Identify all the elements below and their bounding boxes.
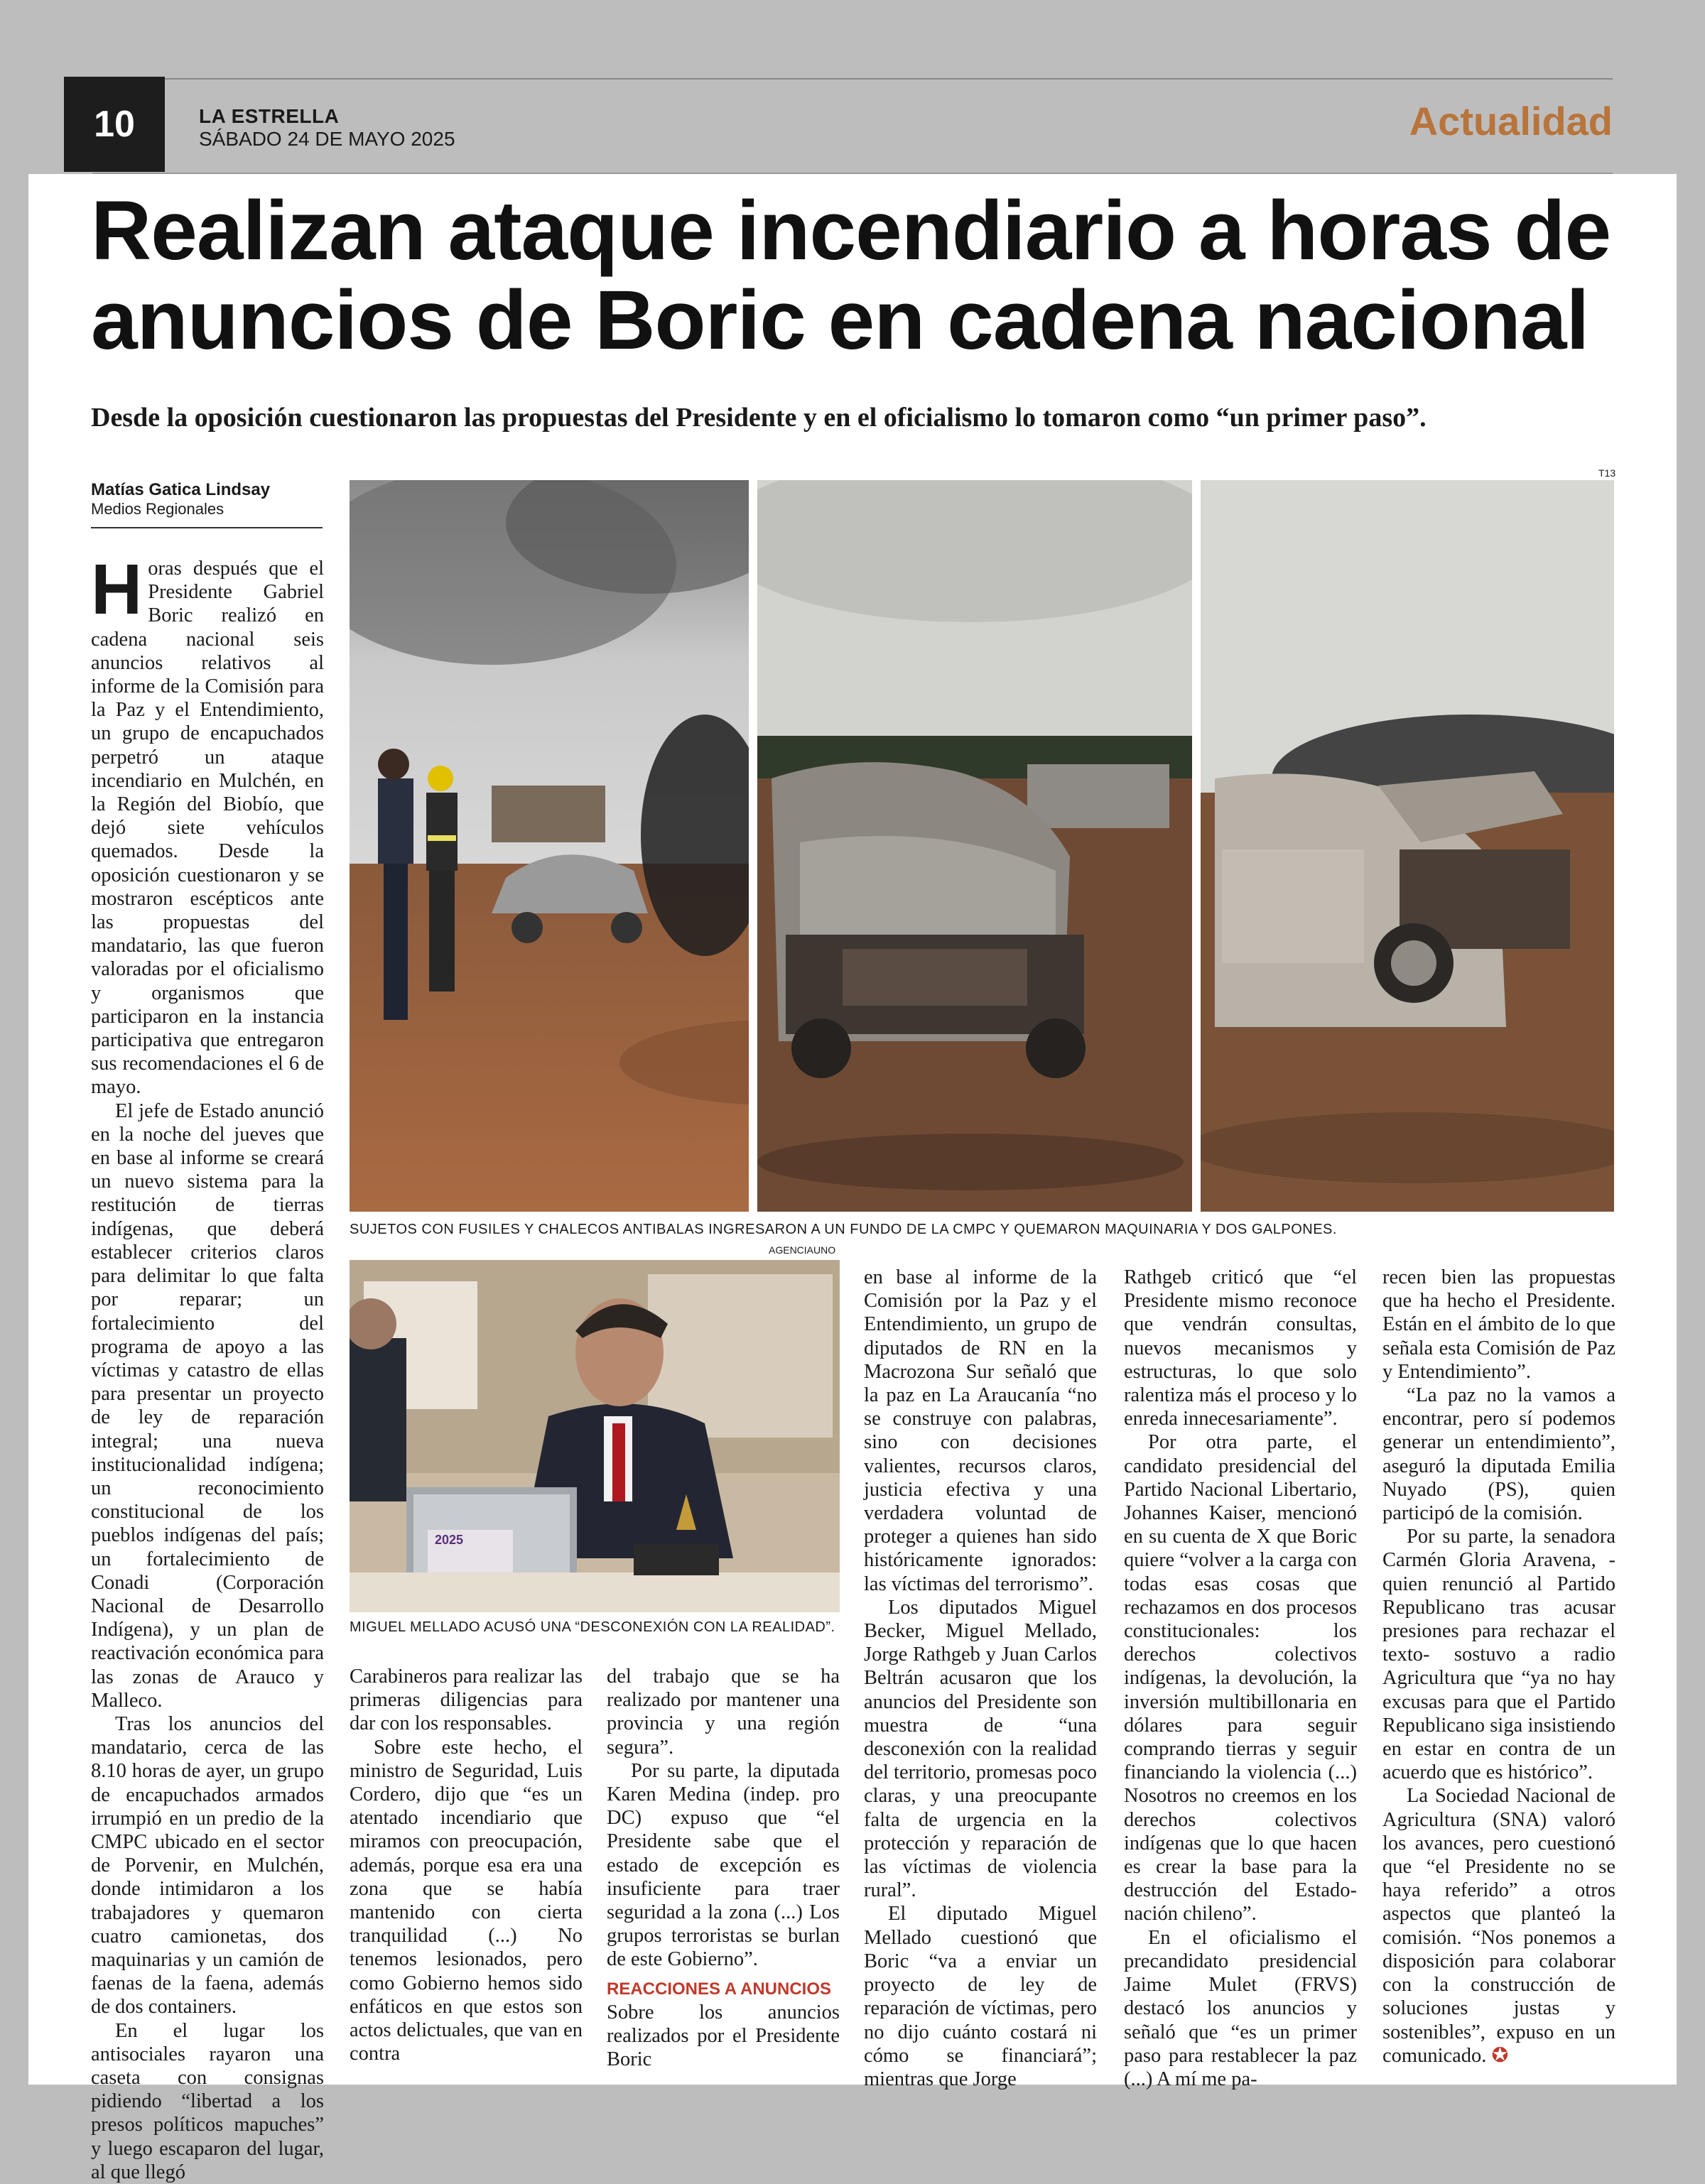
photo-caption-2: MIGUEL MELLADO ACUSÓ UNA “DESCONEXIÓN CON LA REALIDAD”. xyxy=(350,1619,835,1635)
paragraph: El diputado Miguel Mellado cuestionó que Boric “va a enviar un proyecto de ley de reparación de víctimas, pero no dijo cuánto costará ni cómo se financiará”; mientras que Jorge xyxy=(864,1903,1097,2090)
paragraph: En el oficialismo el precandidato presidencial Jaime Mulet (FRVS) destacó los anuncios y señaló que “es un primer paso para restablecer la paz (...) A mí me pa- xyxy=(1124,1926,1357,2090)
paper-date: SÁBADO 24 DE MAYO 2025 xyxy=(199,128,455,150)
subheadline: Desde la oposición cuestionaron las propuestas del Presidente y en el oficialismo lo tomaron como “un primer paso”. xyxy=(91,403,1427,433)
calendar-label: 2025 xyxy=(435,1533,464,1547)
paragraph: Sobre este hecho, el ministro de Seguridad, Luis Cordero, dijo que “es un atentado incendiario que miramos con preocupación, además, porque esa era una zona que se había mantenido con cierta tranquilidad (...) No tenemos lesionados, pero como Gobierno hemos sido enfáticos en que estos son actos delictuales, que van en contra xyxy=(350,1736,583,2065)
paragraph: en base al informe de la Comisión por la Paz y el Entendimiento, un grupo de diputados de RN en la Macrozona Sur señaló que la paz en La Araucanía “no se construye con palabras, sino con decisiones valientes, recursos claros, justicia efectiva y una verdadera voluntad de proteger a quienes han sido históricamente ignorados: las víctimas del terrorismo”. xyxy=(864,1266,1097,1595)
paragraph: En el lugar los antisociales rayaron una caseta con consignas pidiendo “libertad a los presos políticos mapuches” y luego escaparon del lugar, al que llegó xyxy=(91,2019,324,2183)
photo-credit-2: AGENCIAUNO xyxy=(769,1244,836,1256)
photo-caption-top: SUJETOS CON FUSILES Y CHALECOS ANTIBALAS INGRESARON A UN FUNDO DE LA CMPC Y QUEMARON MAQUINARIA Y DOS GALPONES. xyxy=(350,1222,1337,1237)
masthead-rule xyxy=(92,173,1613,174)
article-column-2 xyxy=(350,1665,583,2065)
top-rule xyxy=(165,78,1613,80)
dropcap: H xyxy=(91,550,143,629)
paragraph: Los diputados Miguel Becker, Miguel Mellado, Jorge Rathgeb y Juan Carlos Beltrán acusaron que los anuncios del Presidente son muestra de “una desconexión con la realidad del territorio, promesas poco claras, y una preocupante falta de urgencia en la protección y reparación de las víctimas de violencia rural”. xyxy=(864,1596,1097,1902)
paragraph: Sobre los anuncios realizados por el Presidente Boric xyxy=(607,2001,840,2071)
meeting-photo xyxy=(350,1260,840,1612)
paragraph: Rathgeb criticó que “el Presidente mismo reconoce que vendrán consultas, nuevos mecanismos y estructuras, lo que solo ralentiza más el proceso y lo enreda innecesariamente”. xyxy=(1124,1266,1357,1430)
paragraph: del trabajo que se ha realizado por mantener una provincia y una región segura”. xyxy=(607,1666,840,1759)
fire-photo-3 xyxy=(1201,480,1614,1212)
fire-photo-1 xyxy=(350,480,749,1212)
headline: Realizan ataque incendiario a horas de anuncios de Boric en cadena nacional xyxy=(91,184,1611,368)
paragraph: Tras los anuncios del mandatario, cerca de las 8.10 horas de ayer, un grupo de encapuchados armados irrumpió en un predio de la CMPC ubicado en el sector de Porvenir, en Mulchén, donde intimidaron a los trabajadores y quemaron cuatro camionetas, dos maquinarias y un camión de faenas de la faena, además de dos containers. xyxy=(91,1712,324,2019)
article-column-6 xyxy=(1382,1266,1615,2068)
paragraph: El jefe de Estado anunció en la noche del jueves que en base al informe se creará un nuevo sistema para la restitución de tierras indígenas, que deberá establecer criterios claros para delimitar lo que falta por reparar; un fortalecimiento del programa de apoyo a las víctimas y catastro de ellas para presentar un proyecto de ley de reparación integral; una nueva institucionalidad indígena; un reconocimiento constitucional de los pueblos indígenas del país; un fortalecimiento de Conadi (Corporación Nacional de Desarrollo Indígena), y un plan de reactivación económica para las zonas de Arauco y Malleco. xyxy=(91,1099,324,1712)
paragraph: oras después que el Presidente Gabriel Boric realizó en cadena nacional seis anuncios relativos al informe de la Comisión para la Paz y el Entendimiento, un grupo de encapuchados perpetró un ataque incendiario en Mulchén, en la Región del Biobío, que dejó siete vehículos quemados. Desde la oposición cuestionaron y se mostraron escépticos ante las propuestas del mandatario, las que fueron valoradas por el oficialismo y organismos que participaron en la instancia participativa que entregaron sus recomendaciones el 6 de mayo. xyxy=(91,558,324,1099)
article-column-3 xyxy=(607,1665,840,2071)
article-column-5 xyxy=(1124,1266,1357,2091)
byline-name: Matías Gatica Lindsay xyxy=(91,480,271,499)
article-column-1 xyxy=(91,550,324,2184)
paragraph: recen bien las propuestas que ha hecho el Presidente. Están en el ámbito de lo que señala esta Comisión de Paz y Entendimiento”. xyxy=(1382,1266,1615,1383)
end-mark-icon: ✪ xyxy=(1491,2044,1509,2067)
article-column-4 xyxy=(864,1266,1097,2091)
paragraph: Por su parte, la diputada Karen Medina (indep. pro DC) expuso que “el Presidente sabe que el estado de excepción es insuficiente para traer seguridad a la zona (...) Los grupos terroristas se burlan de este Gobierno”. xyxy=(607,1759,840,1971)
byline-org: Medios Regionales xyxy=(91,500,224,518)
paragraph: Carabineros para realizar las primeras diligencias para dar con los responsables. xyxy=(350,1666,583,1735)
paragraph: La Sociedad Nacional de Agricultura (SNA) valoró los avances, pero cuestionó que “el Presidente no se haya referido” a otros aspectos que planteó la comisión. “Nos ponemos a disposición para colaborar con la construcción de soluciones justas y sostenibles”, expuso en un comunicado. xyxy=(1382,1785,1615,2067)
paper-name: LA ESTRELLA xyxy=(199,105,340,127)
paragraph: Por su parte, la senadora Carmén Gloria Aravena, - quien renunció al Partido Republicano tras acusar presiones para rechazar el texto- sostuvo a radio Agricultura que “ya no hay excusas para que el Partido Republicano siga insistiendo en estar en contra de un acuerdo que es histórico”. xyxy=(1382,1526,1615,1784)
page-number: 10 xyxy=(64,77,165,172)
section-label: Actualidad xyxy=(1409,99,1613,143)
paragraph: “La paz no la vamos a encontrar, pero sí podemos generar un entendimiento”, aseguró la diputada Emilia Nuyado (PS), quien participó de la comisión. xyxy=(1382,1384,1615,1525)
photo-credit-top: T13 xyxy=(1598,467,1616,479)
section-subhead: REACCIONES A ANUNCIOS xyxy=(607,1979,832,1999)
paragraph: Por otra parte, el candidato presidencial del Partido Nacional Libertario, Johannes Kaiser, mencionó en su cuenta de X que Boric quiere “volver a la carga con todas esas cosas que rechazamos en dos procesos constitucionales: los derechos colectivos indígenas, la devolución, la inversión multibillonaria en dólares para seguir comprando tierras y seguir financiando la violencia (...) Nosotros no creemos en los derechos colectivos indígenas que lo que hacen es crear la base para la destrucción del Estado-nación chileno”. xyxy=(1124,1431,1357,1925)
byline-rule xyxy=(91,527,323,528)
fire-photo-2 xyxy=(757,480,1192,1212)
